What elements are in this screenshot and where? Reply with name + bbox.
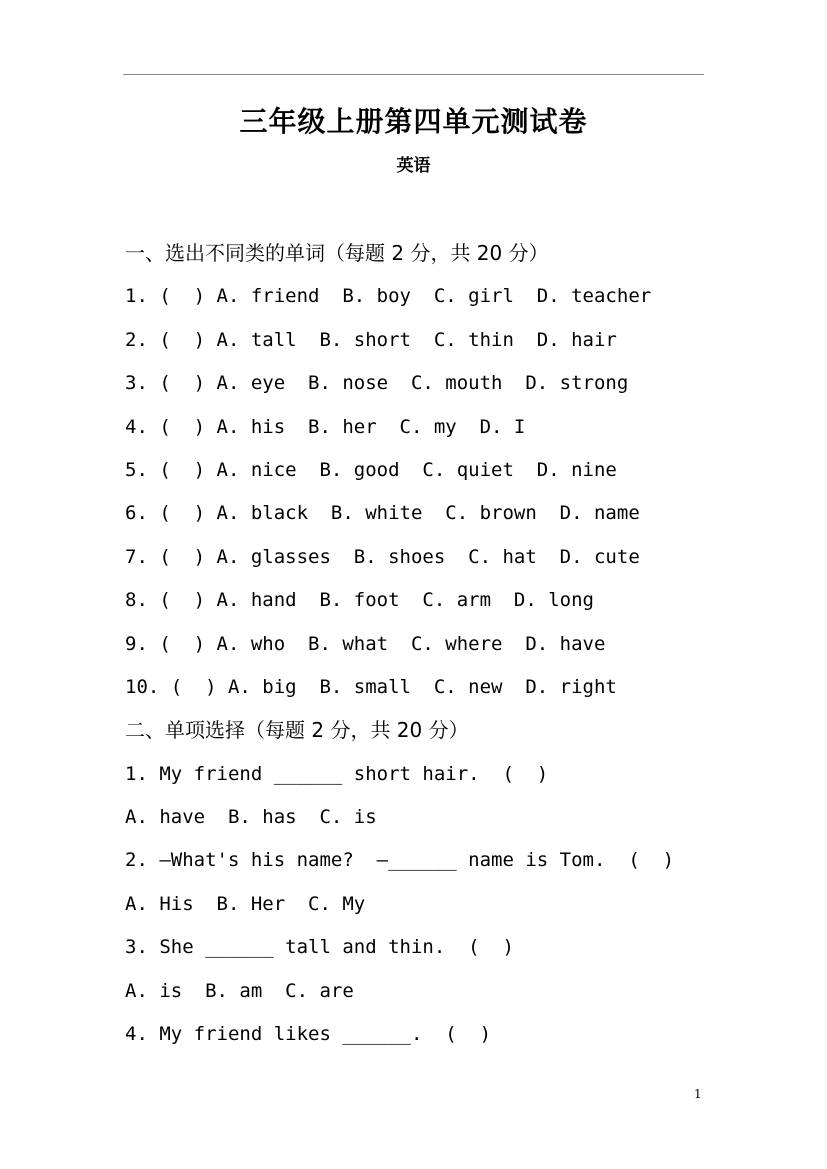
question-line: 4. My friend likes ______. ( ): [125, 1023, 492, 1046]
question-line: 2. —What's his name? —______ name is Tom. ( ): [125, 849, 675, 872]
question-line: 10. ( ) A. big B. small C. new D. right: [125, 675, 617, 698]
answer-options-line: A. have B. has C. is: [125, 806, 377, 829]
answer-options-line: A. is B. am C. are: [125, 979, 354, 1002]
exam-content: [125, 236, 745, 1060]
question-line: 1. My friend ______ short hair. ( ): [125, 762, 549, 785]
section-heading-2: 二、单项选择（每题 2 分，共 20 分）: [125, 718, 469, 743]
question-line: 3. She ______ tall and thin. ( ): [125, 936, 514, 959]
question-line: 4. ( ) A. his B. her C. my D. I: [125, 415, 526, 438]
question-line: 9. ( ) A. who B. what C. where D. have: [125, 632, 606, 655]
header-rule: [123, 74, 704, 75]
question-line: 7. ( ) A. glasses B. shoes C. hat D. cute: [125, 545, 640, 568]
question-line: 3. ( ) A. eye B. nose C. mouth D. strong: [125, 372, 629, 395]
question-line: 2. ( ) A. tall B. short C. thin D. hair: [125, 328, 617, 351]
question-line: 1. ( ) A. friend B. boy C. girl D. teacher: [125, 285, 652, 308]
answer-options-line: A. His B. Her C. My: [125, 892, 366, 915]
subject-label: 英语: [396, 156, 431, 176]
page-number: 1: [694, 1087, 702, 1101]
question-line: 8. ( ) A. hand B. foot C. arm D. long: [125, 589, 594, 612]
question-line: 5. ( ) A. nice B. good C. quiet D. nine: [125, 458, 617, 481]
section-heading-1: 一、选出不同类的单词（每题 2 分，共 20 分）: [125, 241, 549, 265]
question-line: 6. ( ) A. black B. white C. brown D. name: [125, 502, 640, 525]
page-title: 三年级上册第四单元测试卷: [239, 105, 588, 138]
